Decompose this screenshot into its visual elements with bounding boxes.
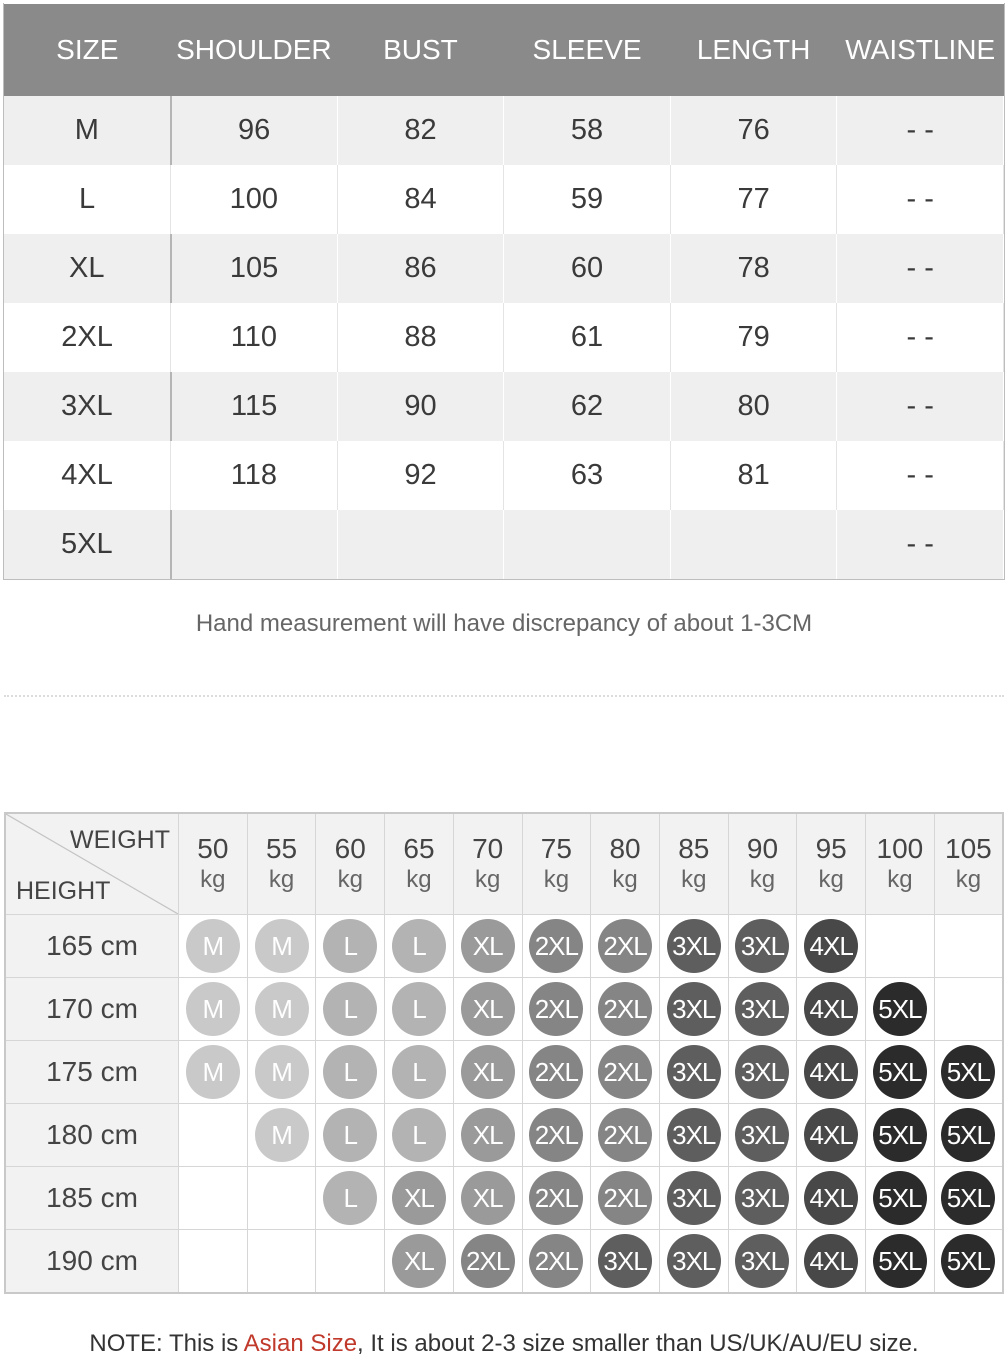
- size-badge: L: [323, 1171, 377, 1225]
- header-shoulder: SHOULDER: [171, 4, 338, 96]
- size-chart-cell: [591, 1041, 660, 1104]
- size-chart-cell: [316, 1041, 385, 1104]
- measurement-cell: 79: [670, 303, 837, 372]
- size-chart-cell: [316, 1104, 385, 1167]
- size-badge: 3XL: [735, 982, 789, 1036]
- size-cell: L: [4, 165, 171, 234]
- size-cell: M: [4, 96, 171, 165]
- height-cell: 170 cm: [5, 978, 179, 1041]
- measurement-row: [4, 234, 1004, 303]
- size-chart-cell: [385, 978, 454, 1041]
- weight-header-cell: [659, 813, 728, 915]
- size-cell: XL: [4, 234, 171, 303]
- weight-unit: kg: [681, 866, 707, 893]
- measurement-cell: 58: [504, 96, 671, 165]
- size-badge: M: [255, 919, 309, 973]
- weight-unit: kg: [543, 866, 570, 893]
- size-badge: 2XL: [529, 1045, 583, 1099]
- size-chart-cell: [247, 1041, 316, 1104]
- measurement-cell: 90: [337, 372, 504, 441]
- size-chart-cell: [522, 915, 591, 978]
- header-sleeve: SLEEVE: [504, 4, 671, 96]
- measurement-table: [4, 4, 1004, 579]
- weight-unit: kg: [887, 866, 913, 893]
- measurement-row: [4, 165, 1004, 234]
- measurement-row: [4, 441, 1004, 510]
- size-chart-row: [5, 1230, 1003, 1294]
- size-badge: 3XL: [735, 1234, 789, 1288]
- height-cell: 190 cm: [5, 1230, 179, 1294]
- size-chart-cell: [866, 978, 935, 1041]
- measurement-cell: 115: [171, 372, 338, 441]
- measurement-note: Hand measurement will have discrepancy of about 1-3CM: [195, 610, 813, 637]
- size-badge: M: [186, 982, 240, 1036]
- size-badge: 4XL: [804, 919, 858, 973]
- size-chart-cell: [316, 1230, 385, 1294]
- size-chart-cell: [591, 1167, 660, 1230]
- size-chart-cell: [797, 1167, 866, 1230]
- size-badge: 4XL: [804, 1234, 858, 1288]
- size-chart-cell: [797, 1041, 866, 1104]
- measurement-cell: 105: [171, 234, 338, 303]
- size-chart-cell: [728, 978, 797, 1041]
- size-badge: XL: [392, 1234, 446, 1288]
- size-chart-cell: [659, 1167, 728, 1230]
- size-chart-cell: [934, 1167, 1003, 1230]
- weight-value: 65: [403, 833, 435, 864]
- size-badge: 5XL: [941, 1108, 995, 1162]
- size-badge: 3XL: [667, 919, 721, 973]
- measurement-cell: 61: [504, 303, 671, 372]
- size-badge: 2XL: [529, 1108, 583, 1162]
- size-chart-cell: [522, 978, 591, 1041]
- size-chart-cell: [385, 1167, 454, 1230]
- size-chart-cell: [591, 1104, 660, 1167]
- size-cell: 5XL: [4, 510, 171, 579]
- size-badge: 3XL: [667, 1045, 721, 1099]
- size-badge: 3XL: [667, 982, 721, 1036]
- weight-header-cell: [797, 813, 866, 915]
- measurement-cell: 63: [504, 441, 671, 510]
- weight-label: WEIGHT: [70, 826, 170, 854]
- size-chart-cell: [797, 978, 866, 1041]
- size-chart-cell: [453, 1041, 522, 1104]
- size-chart-cell: [866, 1230, 935, 1294]
- weight-header-cell: [179, 813, 248, 915]
- size-badge: 5XL: [873, 1234, 927, 1288]
- size-chart-cell: [934, 1230, 1003, 1294]
- measurement-cell: - -: [837, 372, 1004, 441]
- weight-value: 105: [945, 833, 992, 864]
- measurement-cell: [670, 510, 837, 579]
- size-chart-row: [5, 1167, 1003, 1230]
- measurement-cell: - -: [837, 96, 1004, 165]
- size-badge: 2XL: [598, 1045, 652, 1099]
- weight-unit: kg: [337, 866, 363, 893]
- size-chart-cell: [728, 1167, 797, 1230]
- size-badge: 2XL: [529, 1234, 583, 1288]
- size-chart-cell: [797, 1230, 866, 1294]
- measurement-cell: 96: [171, 96, 338, 165]
- size-chart-cell: [179, 915, 248, 978]
- size-badge: 4XL: [804, 1171, 858, 1225]
- size-badge: 4XL: [804, 982, 858, 1036]
- weight-value: 60: [334, 833, 366, 864]
- weight-header-cell: [316, 813, 385, 915]
- measurement-header-row: [4, 4, 1004, 96]
- size-chart-cell: [179, 1104, 248, 1167]
- size-chart-cell: [453, 1230, 522, 1294]
- size-chart-cell: [934, 1041, 1003, 1104]
- size-badge: 3XL: [735, 1108, 789, 1162]
- weight-value: 100: [876, 833, 924, 864]
- size-cell: 3XL: [4, 372, 171, 441]
- size-badge: 2XL: [529, 982, 583, 1036]
- size-badge: 5XL: [941, 1234, 995, 1288]
- measurement-cell: - -: [837, 441, 1004, 510]
- size-chart-cell: [179, 1041, 248, 1104]
- measurement-row: [4, 510, 1004, 579]
- measurement-cell: [337, 510, 504, 579]
- size-badge: 2XL: [461, 1234, 515, 1288]
- measurement-row: [4, 372, 1004, 441]
- size-chart-cell: [797, 1104, 866, 1167]
- size-badge: 3XL: [667, 1108, 721, 1162]
- size-chart-cell: [247, 1230, 316, 1294]
- size-chart-cell: [591, 978, 660, 1041]
- size-badge: 5XL: [873, 1171, 927, 1225]
- measurement-cell: - -: [837, 303, 1004, 372]
- size-badge: 4XL: [804, 1045, 858, 1099]
- size-chart-cell: [522, 1041, 591, 1104]
- size-badge: 4XL: [804, 1108, 858, 1162]
- size-chart-cell: [866, 1167, 935, 1230]
- size-badge: 5XL: [873, 982, 927, 1036]
- header-length: LENGTH: [670, 4, 837, 96]
- size-chart-row: [5, 978, 1003, 1041]
- size-chart-cell: [866, 1104, 935, 1167]
- measurement-cell: 84: [337, 165, 504, 234]
- size-badge: 5XL: [873, 1045, 927, 1099]
- size-chart-cell: [522, 1167, 591, 1230]
- size-chart-cell: [866, 1041, 935, 1104]
- weight-value: 55: [265, 833, 298, 864]
- size-chart-cell: [728, 915, 797, 978]
- size-chart-cell: [247, 915, 316, 978]
- weight-value: 75: [540, 833, 572, 864]
- size-chart-cell: [453, 915, 522, 978]
- size-chart-cell: [522, 1104, 591, 1167]
- size-chart-cell: [179, 1167, 248, 1230]
- weight-value: 95: [815, 833, 847, 864]
- weight-unit: kg: [406, 866, 432, 893]
- weight-value: 85: [678, 833, 710, 864]
- size-badge: XL: [461, 1108, 515, 1162]
- size-badge: L: [323, 1045, 377, 1099]
- size-badge: XL: [461, 1171, 515, 1225]
- footer-note-prefix: NOTE: This is: [89, 1330, 244, 1357]
- size-chart-cell: [797, 915, 866, 978]
- size-chart-header-row: [5, 813, 1003, 915]
- size-chart-row: [5, 915, 1003, 978]
- header-size: SIZE: [4, 4, 171, 96]
- size-badge: L: [392, 1108, 446, 1162]
- size-chart-cell: [728, 1041, 797, 1104]
- header-waistline: WAISTLINE: [837, 4, 1004, 96]
- size-chart-cell: [316, 978, 385, 1041]
- measurement-cell: 76: [670, 96, 837, 165]
- size-badge: L: [392, 982, 446, 1036]
- size-chart-cell: [728, 1104, 797, 1167]
- measurement-cell: 62: [504, 372, 671, 441]
- weight-unit: kg: [200, 866, 226, 893]
- size-chart-cell: [453, 1104, 522, 1167]
- size-badge: M: [255, 1108, 309, 1162]
- size-chart-cell: [453, 1167, 522, 1230]
- size-chart-cell: [247, 978, 316, 1041]
- size-badge: 2XL: [529, 919, 583, 973]
- weight-unit: kg: [818, 866, 844, 893]
- measurement-cell: [171, 510, 338, 579]
- measurement-cell: - -: [837, 234, 1004, 303]
- size-chart-cell: [316, 915, 385, 978]
- weight-value: 80: [609, 833, 641, 864]
- footer-note: [0, 1330, 1008, 1358]
- measurement-cell: 100: [171, 165, 338, 234]
- size-badge: 3XL: [735, 1045, 789, 1099]
- size-chart-cell: [591, 1230, 660, 1294]
- size-cell: 2XL: [4, 303, 171, 372]
- size-badge: L: [323, 919, 377, 973]
- size-badge: XL: [461, 919, 515, 973]
- measurement-row: [4, 303, 1004, 372]
- measurement-cell: 92: [337, 441, 504, 510]
- size-chart-cell: [179, 978, 248, 1041]
- measurement-cell: 88: [337, 303, 504, 372]
- measurement-cell: 78: [670, 234, 837, 303]
- weight-header-cell: [934, 813, 1003, 915]
- weight-unit: kg: [474, 866, 501, 893]
- size-badge: 5XL: [873, 1108, 927, 1162]
- footer-note-suffix: , It is about 2-3 size smaller than US/UK/AU/EU size.: [357, 1330, 919, 1357]
- size-badge: XL: [392, 1171, 446, 1225]
- size-badge: L: [392, 1045, 446, 1099]
- weight-header-cell: [453, 813, 522, 915]
- size-badge: XL: [461, 982, 515, 1036]
- size-badge: 3XL: [667, 1171, 721, 1225]
- size-chart-cell: [934, 978, 1003, 1041]
- size-badge: 3XL: [598, 1234, 652, 1288]
- height-label: HEIGHT: [16, 877, 111, 905]
- size-chart-cell: [866, 915, 935, 978]
- weight-unit: kg: [268, 866, 295, 893]
- size-badge: M: [255, 1045, 309, 1099]
- measurement-cell: 118: [171, 441, 338, 510]
- measurement-row: [4, 96, 1004, 165]
- size-badge: M: [186, 919, 240, 973]
- weight-header-cell: [866, 813, 935, 915]
- size-badge: 5XL: [941, 1045, 995, 1099]
- size-chart-cell: [316, 1167, 385, 1230]
- header-bust: BUST: [337, 4, 504, 96]
- weight-header-cell: [591, 813, 660, 915]
- measurement-cell: [504, 510, 671, 579]
- size-badge: 3XL: [667, 1234, 721, 1288]
- weight-unit: kg: [955, 866, 982, 893]
- size-chart-cell: [385, 1230, 454, 1294]
- weight-value: 50: [197, 833, 229, 864]
- measurement-cell: 77: [670, 165, 837, 234]
- measurement-cell: 80: [670, 372, 837, 441]
- size-badge: 3XL: [735, 919, 789, 973]
- weight-value: 90: [746, 833, 779, 864]
- size-chart-cell: [591, 915, 660, 978]
- measurement-cell: 110: [171, 303, 338, 372]
- size-chart-cell: [934, 915, 1003, 978]
- size-badge: M: [255, 982, 309, 1036]
- size-cell: 4XL: [4, 441, 171, 510]
- size-chart-cell: [934, 1104, 1003, 1167]
- size-badge: 2XL: [598, 982, 652, 1036]
- size-badge: 3XL: [735, 1171, 789, 1225]
- size-badge: 5XL: [941, 1171, 995, 1225]
- size-chart-cell: [728, 1230, 797, 1294]
- footer-note-highlight: Asian Size: [243, 1330, 358, 1357]
- weight-header-cell: [728, 813, 797, 915]
- weight-header-cell: [522, 813, 591, 915]
- size-chart-cell: [385, 915, 454, 978]
- size-badge: 2XL: [598, 1171, 652, 1225]
- size-chart-row: [5, 1104, 1003, 1167]
- size-chart-cell: [453, 978, 522, 1041]
- measurement-cell: - -: [837, 510, 1004, 579]
- size-badge: L: [323, 1108, 377, 1162]
- size-badge: XL: [461, 1045, 515, 1099]
- measurement-cell: 86: [337, 234, 504, 303]
- size-chart-cell: [659, 978, 728, 1041]
- size-badge: M: [186, 1045, 240, 1099]
- measurement-cell: - -: [837, 165, 1004, 234]
- weight-header-cell: [247, 813, 316, 915]
- measurement-cell: 60: [504, 234, 671, 303]
- size-badge: 2XL: [598, 1108, 652, 1162]
- size-chart-cell: [659, 915, 728, 978]
- size-chart-cell: [385, 1104, 454, 1167]
- weight-value: 70: [472, 833, 504, 864]
- weight-unit: kg: [749, 866, 776, 893]
- size-chart-cell: [179, 1230, 248, 1294]
- height-cell: 165 cm: [5, 915, 179, 978]
- height-cell: 185 cm: [5, 1167, 179, 1230]
- size-chart-cell: [659, 1104, 728, 1167]
- weight-header-cell: [385, 813, 454, 915]
- size-chart-row: [5, 1041, 1003, 1104]
- measurement-cell: 81: [670, 441, 837, 510]
- size-badge: 2XL: [529, 1171, 583, 1225]
- size-chart-cell: [659, 1041, 728, 1104]
- size-badge: L: [323, 982, 377, 1036]
- size-chart-corner: [5, 813, 179, 915]
- measurement-cell: 82: [337, 96, 504, 165]
- size-badge: 2XL: [598, 919, 652, 973]
- size-chart-table: [4, 812, 1004, 1294]
- weight-unit: kg: [612, 866, 638, 893]
- size-badge: L: [392, 919, 446, 973]
- height-cell: 175 cm: [5, 1041, 179, 1104]
- size-chart-cell: [247, 1104, 316, 1167]
- measurement-cell: 59: [504, 165, 671, 234]
- size-chart-cell: [659, 1230, 728, 1294]
- section-divider: [4, 695, 1004, 697]
- height-cell: 180 cm: [5, 1104, 179, 1167]
- size-chart-cell: [385, 1041, 454, 1104]
- size-chart-cell: [522, 1230, 591, 1294]
- size-chart-cell: [247, 1167, 316, 1230]
